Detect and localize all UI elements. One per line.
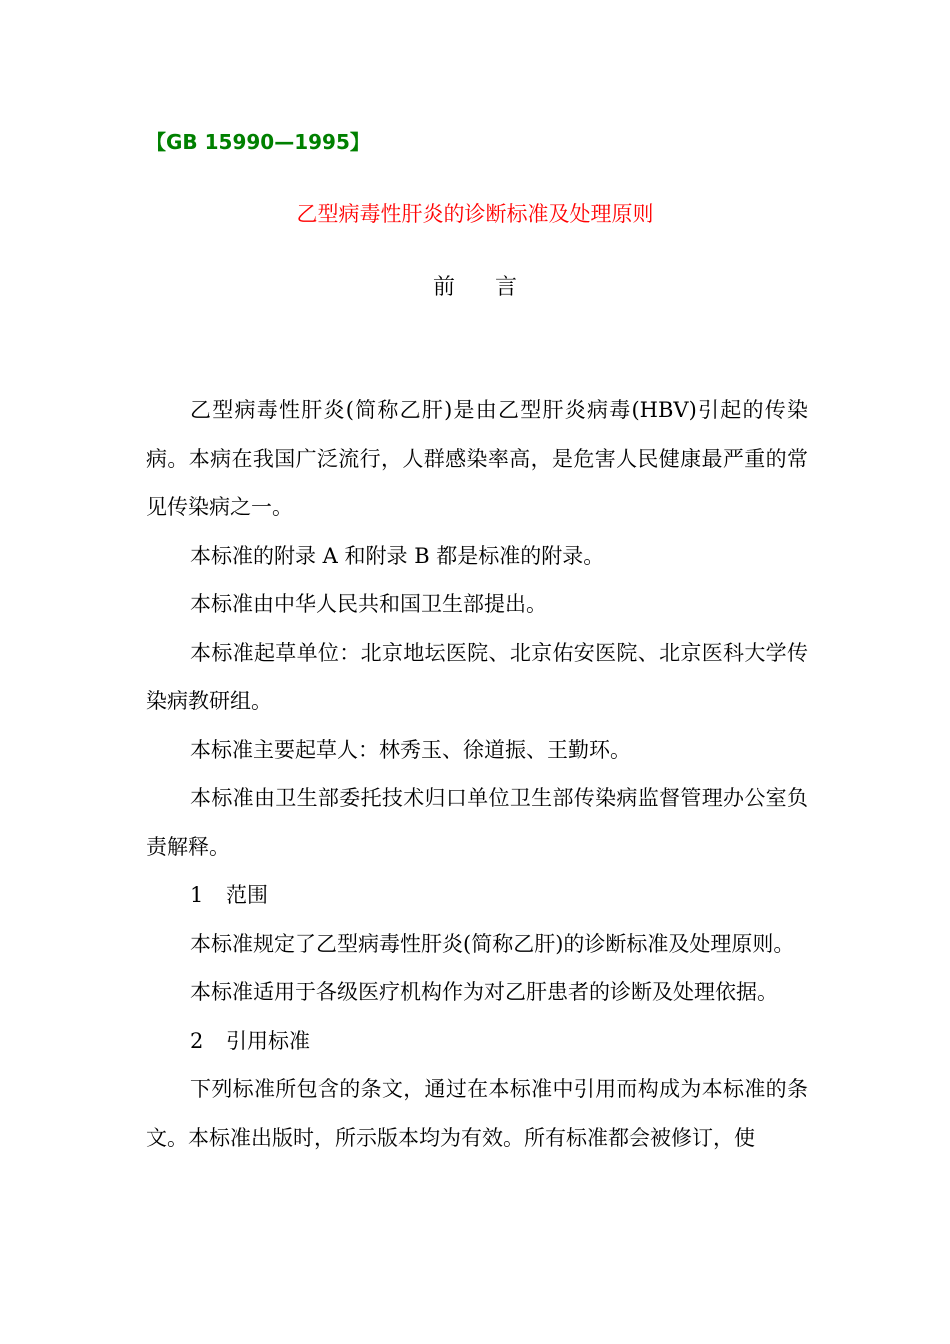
section-1-heading <box>146 871 808 920</box>
paragraph: 下列标准所包含的条文，通过在本标准中引用而构成为本标准的条文。本标准出版时，所示版本均为有效。所有标准都会被修订，使 <box>146 1077 808 1150</box>
standard-code: 【GB 15990—1995】 <box>146 130 370 154</box>
paragraph: 本标准由卫生部委托技术归口单位卫生部传染病监督管理办公室负责解释。 <box>146 786 808 859</box>
section-title: 范围 <box>226 883 268 907</box>
section-number: 2 <box>190 1028 204 1053</box>
section-2-heading <box>146 1017 808 1066</box>
document-title: 乙型病毒性肝炎的诊断标准及处理原则 <box>296 202 654 226</box>
paragraph: 本标准由中华人民共和国卫生部提出。 <box>190 592 547 616</box>
paragraph: 本标准规定了乙型病毒性肝炎(简称乙肝)的诊断标准及处理原则。 <box>190 931 795 956</box>
paragraph: 本标准的附录 A 和附录 B 都是标准的附录。 <box>190 543 605 568</box>
paragraph: 本标准起草单位：北京地坛医院、北京佑安医院、北京医科大学传染病教研组。 <box>146 640 808 713</box>
paragraph: 本标准适用于各级医疗机构作为对乙肝患者的诊断及处理依据。 <box>190 980 778 1004</box>
paragraph: 本标准主要起草人：林秀玉、徐道振、王勤环。 <box>190 737 631 762</box>
paragraph: 乙型病毒性肝炎(简称乙肝)是由乙型肝炎病毒(HBV)引起的传染病。本病在我国广泛流行，人群感染率高，是危害人民健康最严重的常见传染病之一。 <box>146 398 808 519</box>
document-body <box>146 386 808 1162</box>
foreword-heading: 前言 <box>432 275 557 300</box>
section-number: 1 <box>190 883 204 907</box>
section-title: 引用标准 <box>226 1028 310 1053</box>
